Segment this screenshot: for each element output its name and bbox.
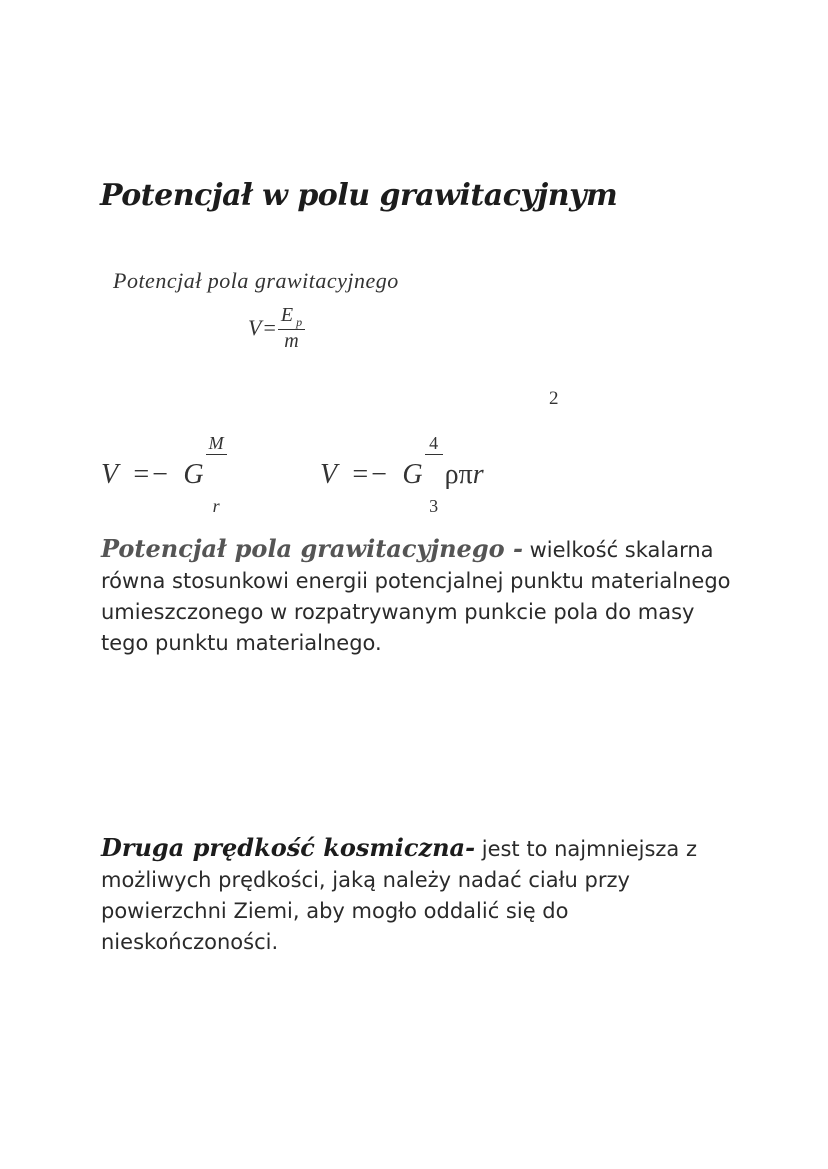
formula-prefix: V =− G: [101, 459, 204, 491]
formula-r-symbol: r: [472, 459, 484, 491]
energy-symbol: E: [280, 304, 294, 326]
fraction-denominator: 3: [429, 495, 439, 516]
formula-rho-pi: ρπ: [444, 459, 473, 491]
formula-v-symbol: V: [248, 315, 262, 341]
fraction-ep-over-m: [278, 304, 305, 352]
fraction-numerator: [278, 304, 305, 330]
fraction-denominator: m: [284, 330, 299, 353]
fraction-denominator: r: [212, 495, 220, 516]
formula-prefix: V =− G: [320, 459, 423, 491]
definition-text: jest to najmniejsza z możliwych prędkości, jaką należy nadać ciału przy powierzchni Ziemi, aby mogło oddalić się do nieskończoności.: [101, 837, 697, 954]
definition-term: Druga prędkość kosmiczna-: [101, 833, 476, 862]
formula-equals: =: [263, 315, 276, 341]
fraction-numerator: M: [206, 434, 227, 455]
definition-potential: [101, 533, 741, 659]
definition-text: wielkość skalarna równa stosunkowi energii potencjalnej punktu materialnego umieszczonego w rozpatrywanym punkcie pola do masy tego punktu materialnego.: [101, 538, 731, 655]
formula-caption: Potencjał pola grawitacyjnego: [113, 268, 399, 293]
energy-subscript: p: [296, 315, 303, 329]
definition-escape-velocity: [101, 832, 741, 958]
page-title: Potencjał w polu grawitacyjnym: [100, 178, 618, 213]
definition-term: Potencjał pola grawitacyjnego -: [101, 534, 523, 563]
formula-exponent: 2: [549, 388, 559, 409]
fraction-numerator: 4: [425, 434, 443, 455]
potential-definition-formula: [248, 304, 305, 352]
